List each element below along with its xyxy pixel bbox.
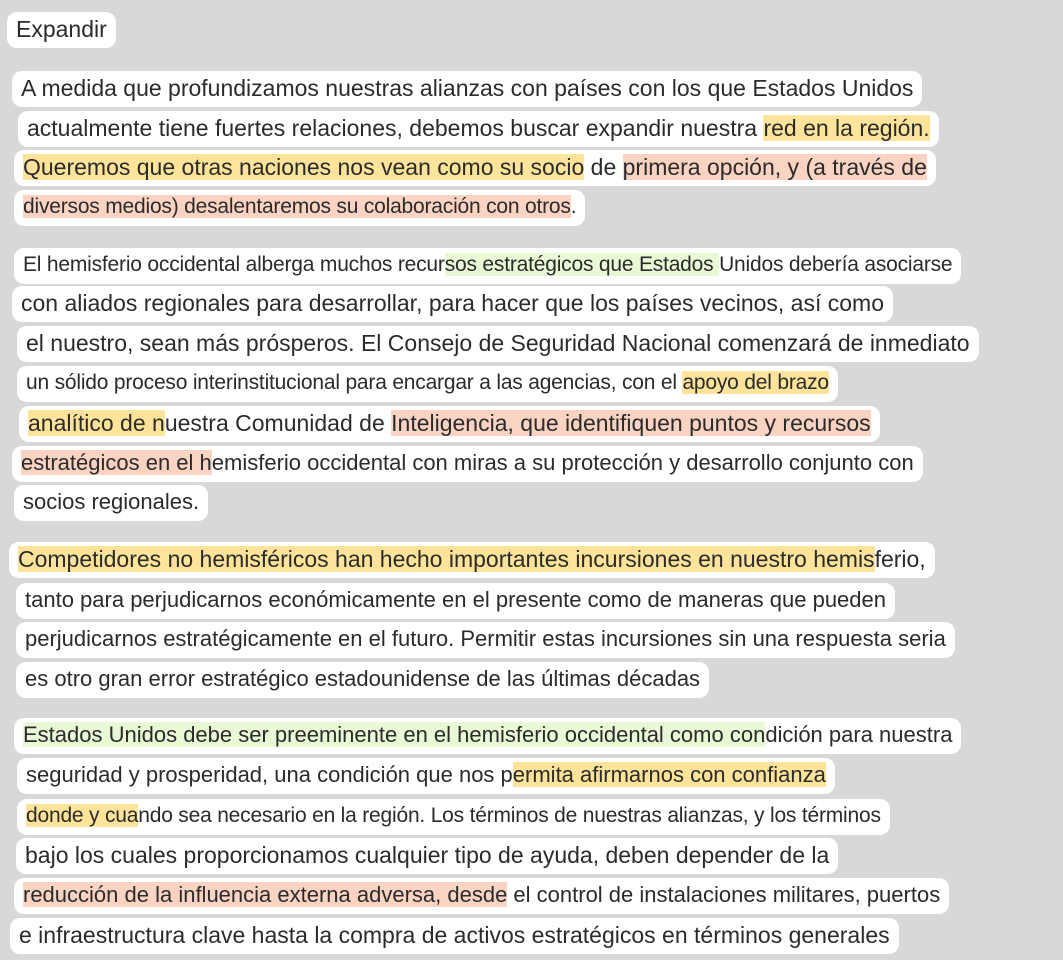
text-line — [14, 190, 585, 226]
text-segment: el nuestro, sean más prósperos. El Consejo de Seguridad Nacional comenzará de inmediato — [26, 330, 970, 356]
text-line — [17, 326, 979, 362]
text-segment: emisferio occidental con miras a su protección y desarrollo conjunto con — [211, 450, 914, 475]
highlight-segment: estratégicos en el h — [21, 450, 212, 475]
text-segment: con aliados regionales para desarrollar, para hacer que los países vecinos, así como — [21, 290, 884, 316]
text-segment: . — [570, 195, 577, 218]
text-segment: Unidos debería asociarse — [719, 253, 953, 276]
text-segment: perjudicarnos estratégicamente en el futuro. Permitir estas incursiones sin una respuesta seria — [25, 626, 946, 651]
text-line — [12, 71, 922, 107]
highlight-segment: diversos medios) desalentaremos su colaboración con otros — [23, 195, 571, 218]
text-line — [14, 248, 961, 284]
text-line — [17, 799, 890, 835]
highlight-segment: Queremos que otras naciones nos vean como su socio — [23, 154, 585, 180]
text-line — [16, 622, 955, 658]
text-line — [18, 111, 939, 147]
text-segment: tanto para perjudicarnos económicamente en el presente como de maneras que pueden — [25, 587, 886, 612]
highlight-segment: Inteligencia, que identifiquen puntos y recursos — [391, 410, 871, 436]
highlight-segment: ermita afirmarnos con confianza — [512, 762, 826, 787]
text-segment: el control de instalaciones militares, puertos — [507, 882, 941, 907]
text-line — [19, 406, 880, 442]
text-line — [9, 542, 935, 578]
highlight-segment: sos estratégicos que Estados — [444, 253, 720, 276]
text-segment: e infraestructura clave hasta la compra de activos estratégicos en términos generales — [19, 922, 890, 948]
text-line — [16, 662, 709, 698]
text-segment: seguridad y prosperidad, una condición que nos p — [26, 762, 513, 787]
text-line — [14, 718, 961, 754]
text-segment: es otro gran error estratégico estadounidense de las últimas décadas — [25, 666, 701, 691]
text-line — [14, 150, 936, 186]
text-segment: bajo los cuales proporcionamos cualquier tipo de ayuda, deben depender de la — [25, 842, 830, 868]
highlight-segment: donde y cua — [26, 804, 139, 827]
section-title: Expandir — [7, 12, 116, 48]
text-line — [12, 446, 923, 482]
highlight-segment: reducción de la influencia externa adversa, desde — [23, 882, 508, 907]
text-segment: de — [584, 154, 623, 180]
text-line — [17, 758, 835, 794]
text-segment: A medida que profundizamos nuestras alianzas con países con los que Estados Unidos — [21, 75, 914, 101]
text-line — [17, 366, 838, 402]
text-segment: uestra Comunidad de — [164, 410, 392, 436]
text-segment: El hemisferio occidental alberga muchos recur — [23, 253, 445, 276]
text-line — [14, 878, 949, 914]
highlight-segment: Estados Unidos debe ser preeminente en el hemisferio occidental como con — [23, 722, 766, 747]
text-line — [16, 583, 895, 619]
text-line — [12, 286, 893, 322]
text-line — [10, 918, 899, 954]
text-line — [16, 838, 838, 874]
text-segment: ferio, — [874, 546, 926, 572]
text-segment: actualmente tiene fuertes relaciones, debemos buscar expandir nuestra — [27, 115, 764, 141]
text-segment: un sólido proceso interinstitucional para encargar a las agencias, con el — [26, 371, 683, 394]
text-segment: dición para nuestra — [765, 722, 953, 747]
text-line — [14, 485, 208, 521]
highlight-segment: apoyo del brazo — [682, 371, 829, 394]
text-segment: ndo sea necesario en la región. Los términos de nuestras alianzas, y los términos — [138, 804, 881, 827]
highlight-segment: red en la región. — [763, 115, 930, 141]
text-segment: socios regionales. — [23, 489, 200, 514]
highlight-segment: primera opción, y (a través de — [622, 154, 927, 180]
highlight-segment: analítico de n — [28, 410, 165, 436]
highlight-segment: Competidores no hemisféricos han hecho importantes incursiones en nuestro hemis — [18, 546, 875, 572]
